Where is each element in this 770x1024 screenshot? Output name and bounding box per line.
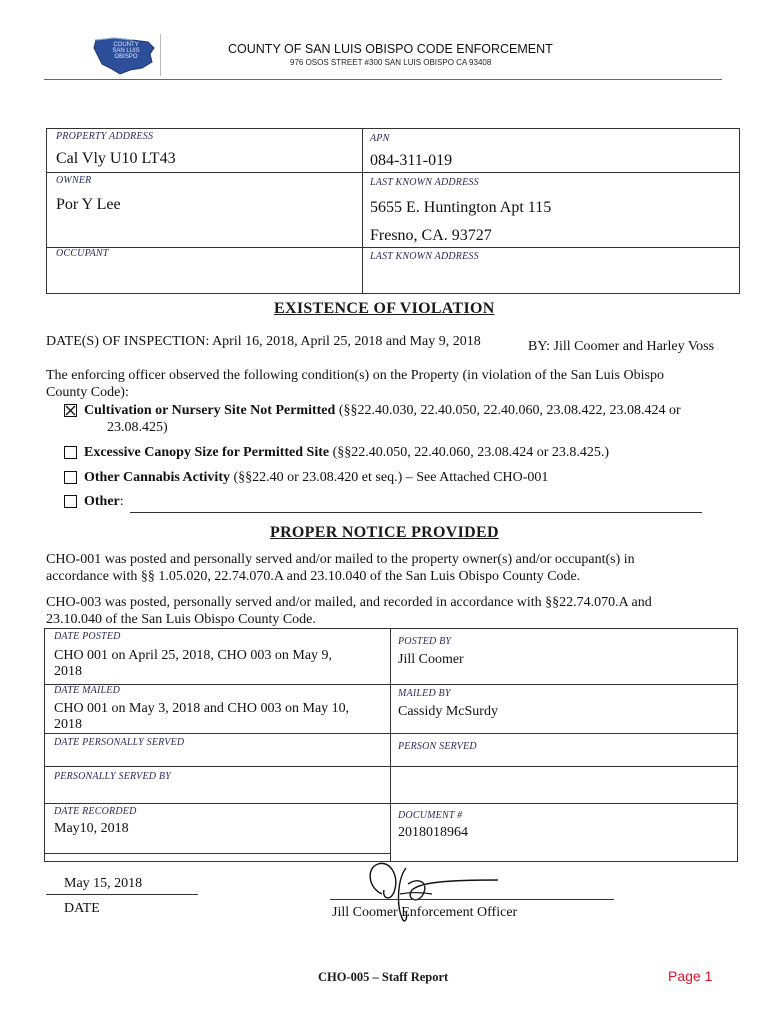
notice-heading: PROPER NOTICE PROVIDED <box>270 524 499 541</box>
checkbox-other[interactable] <box>64 495 77 508</box>
form-id: CHO-005 – Staff Report <box>318 970 449 984</box>
checkbox-other-cannabis[interactable] <box>64 471 77 484</box>
header-rule <box>44 79 722 80</box>
violation-item-title: Excessive Canopy Size for Permitted Site <box>84 445 330 460</box>
logo-text-line: SAN LUIS <box>112 48 140 54</box>
violation-item-text <box>84 403 681 419</box>
posted-by-label: POSTED BY <box>398 636 452 647</box>
apn-value: 084-311-019 <box>370 152 453 169</box>
violation-item-title: Other Cannabis Activity <box>84 470 230 485</box>
violation-item-detail-cont: 23.08.425) <box>107 420 168 435</box>
owner-address-line2: Fresno, CA. 93727 <box>370 227 492 244</box>
observed-intro-line: County Code): <box>46 385 129 400</box>
officer-signature-caption <box>332 904 517 921</box>
notice-para-line: CHO-001 was posted and personally served and/or mailed to the property owner(s) and/or occupant(s) in <box>46 552 635 567</box>
occupant-label: OCCUPANT <box>56 248 109 259</box>
other-fill-line[interactable] <box>130 512 702 513</box>
mailed-by-value: Cassidy McSurdy <box>398 704 498 719</box>
violation-item-text <box>84 494 124 510</box>
date-recorded-value: May10, 2018 <box>54 821 129 836</box>
checkbox-cultivation[interactable] <box>64 404 77 417</box>
table-divider <box>44 766 738 767</box>
signature-line <box>330 899 614 900</box>
notice-para-line: 23.10.040 of the San Luis Obispo County Code. <box>46 612 316 627</box>
table-divider <box>362 128 363 294</box>
logo-text-line: COUNTY <box>113 42 139 48</box>
table-divider <box>46 172 740 173</box>
date-mailed-value: CHO 001 on May 3, 2018 and CHO 003 on May 10, <box>54 701 350 716</box>
violation-item-text <box>84 445 609 461</box>
notice-para-line: CHO-003 was posted, personally served and/or mailed, and recorded in accordance with §§22.74.070.A and <box>46 595 652 610</box>
date-mailed-label: DATE MAILED <box>54 685 120 696</box>
signature-date-label: DATE <box>64 901 100 916</box>
document-number-label: DOCUMENT # <box>398 810 463 821</box>
officer-title: Enforcement Officer <box>401 905 518 920</box>
table-divider <box>44 733 738 734</box>
violation-item-detail: : <box>119 494 124 509</box>
property-address-value: Cal Vly U10 LT43 <box>56 150 176 167</box>
x-mark-icon <box>65 405 76 416</box>
mailed-by-label: MAILED BY <box>398 688 451 699</box>
personally-served-by-label: PERSONALLY SERVED BY <box>54 771 171 782</box>
owner-address-line1: 5655 E. Huntington Apt 115 <box>370 199 552 216</box>
property-address-label: PROPERTY ADDRESS <box>56 131 154 142</box>
occupant-address-label: LAST KNOWN ADDRESS <box>370 251 479 262</box>
violation-item-detail: (§§22.40.030, 22.40.050, 22.40.060, 23.08.422, 23.08.424 or <box>335 403 681 418</box>
signature-date-value: May 15, 2018 <box>64 876 143 891</box>
page-number: Page 1 <box>668 968 713 984</box>
logo-text-line: OBISPO <box>114 54 138 60</box>
date-line <box>46 894 198 895</box>
table-divider <box>44 853 390 854</box>
apn-label: APN <box>370 133 390 144</box>
owner-value: Por Y Lee <box>56 196 121 213</box>
violation-item-title: Cultivation or Nursery Site Not Permitted <box>84 403 336 418</box>
violation-item-title: Other <box>84 494 120 509</box>
posted-by-value: Jill Coomer <box>398 652 464 667</box>
table-divider <box>46 247 740 248</box>
date-posted-value-cont: 2018 <box>54 664 82 679</box>
violation-item-text <box>84 470 548 486</box>
date-posted-value: CHO 001 on April 25, 2018, CHO 003 on May 9, <box>54 648 333 663</box>
table-divider <box>44 684 738 685</box>
header-divider <box>160 34 161 76</box>
owner-label: OWNER <box>56 175 92 186</box>
agency-title: COUNTY OF SAN LUIS OBISPO CODE ENFORCEMENT <box>228 42 553 56</box>
date-personally-served-label: DATE PERSONALLY SERVED <box>54 737 185 748</box>
inspected-by: BY: Jill Coomer and Harley Voss <box>528 339 715 354</box>
date-posted-label: DATE POSTED <box>54 631 121 642</box>
violation-item-detail: (§§22.40 or 23.08.420 et seq.) – See Attached CHO-001 <box>229 470 549 485</box>
date-mailed-value-cont: 2018 <box>54 717 82 732</box>
inspection-dates: DATE(S) OF INSPECTION: April 16, 2018, April 25, 2018 and May 9, 2018 <box>46 334 481 349</box>
date-recorded-label: DATE RECORDED <box>54 806 137 817</box>
county-logo <box>92 34 158 76</box>
checkbox-excessive-canopy[interactable] <box>64 446 77 459</box>
observed-intro-line: The enforcing officer observed the following condition(s) on the Property (in violation of the San Luis Obispo <box>46 368 664 383</box>
owner-address-label: LAST KNOWN ADDRESS <box>370 177 479 188</box>
notice-para-line: accordance with §§ 1.05.020, 22.74.070.A and 23.10.040 of the San Luis Obispo County Code. <box>46 569 581 584</box>
person-served-label: PERSON SERVED <box>398 741 477 752</box>
table-divider <box>390 628 391 862</box>
document-number-value: 2018018964 <box>398 825 468 840</box>
table-divider <box>44 803 738 804</box>
violation-heading: EXISTENCE OF VIOLATION <box>274 300 495 317</box>
violation-item-detail: (§§22.40.050, 22.40.060, 23.08.424 or 23.8.425.) <box>329 445 610 460</box>
agency-address: 976 OSOS STREET #300 SAN LUIS OBISPO CA 93408 <box>290 58 492 67</box>
officer-name: Jill Coomer <box>332 905 398 920</box>
